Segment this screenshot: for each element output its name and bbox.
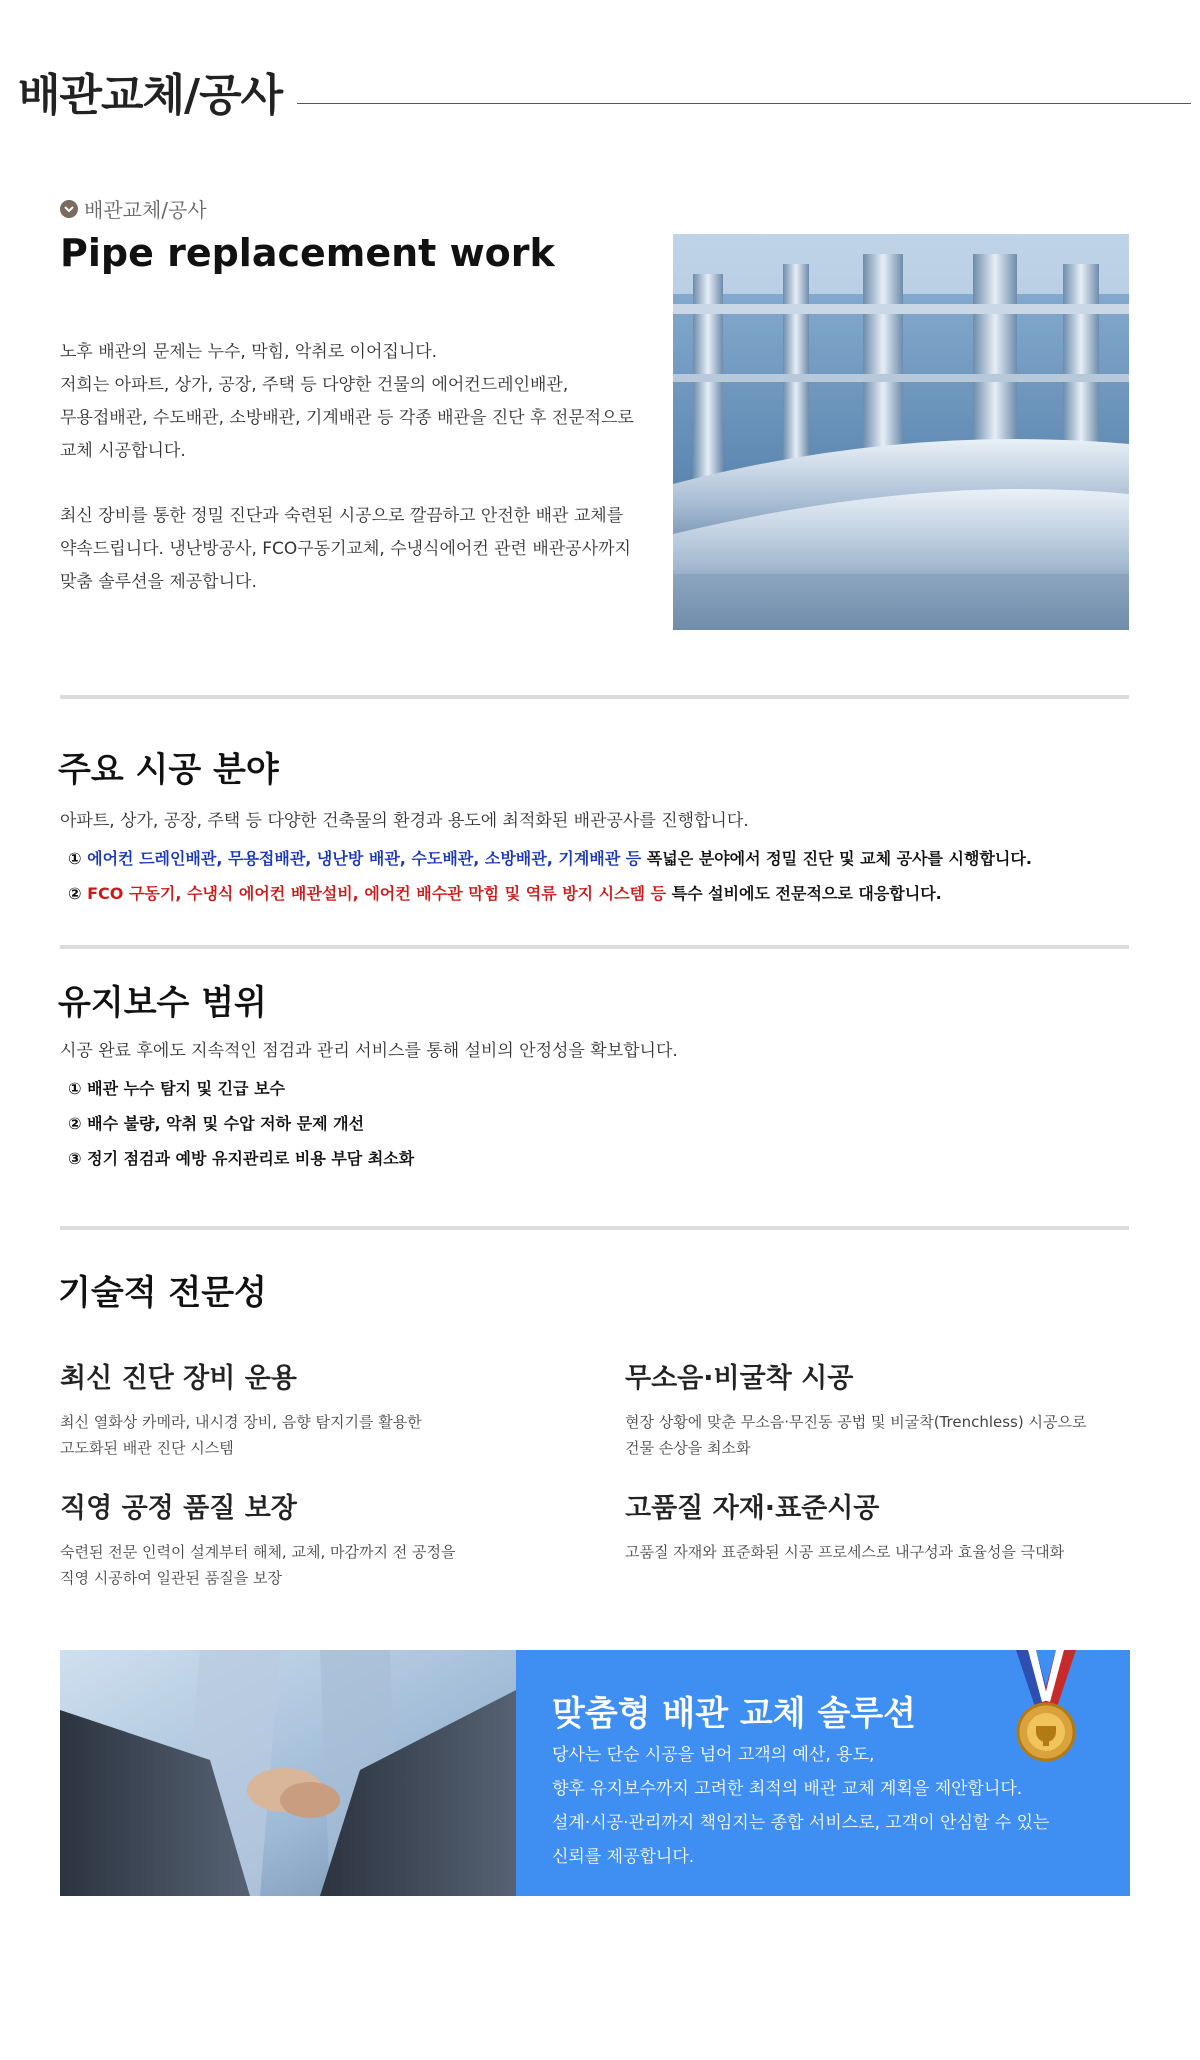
text-line: 무용접배관, 수도배관, 소방배관, 기계배관 등 각종 배관을 진단 후 전문적으로	[60, 408, 634, 428]
text-line: 신뢰를 제공합니다.	[552, 1847, 695, 1867]
expertise-title: 기술적 전문성	[58, 1273, 267, 1313]
maintenance-item-3: ③ 정기 점검과 예방 유지관리로 비용 부담 최소화	[68, 1149, 415, 1168]
main-field-item-2	[68, 881, 942, 904]
item-highlight: FCO 구동기, 수냉식 에어컨 배관설비, 에어컨 배수관 막힘 및 역류 방지 시스템 등	[87, 884, 667, 903]
text-line: 건물 손상을 최소화	[625, 1439, 751, 1457]
item-text: 폭넓은 분야에서 정밀 진단 및 교체 공사를 시행합니다.	[641, 849, 1032, 868]
section-divider	[60, 1226, 1129, 1230]
intro-paragraph-1	[60, 336, 680, 468]
text-line: 저희는 아파트, 상가, 공장, 주택 등 다양한 건물의 에어컨드레인배관,	[60, 375, 569, 395]
text-line: 맞춤 솔루션을 제공합니다.	[60, 572, 257, 592]
item-text: 특수 설비에도 전문적으로 대응합니다.	[666, 884, 942, 903]
feature-quality-materials	[625, 1486, 1125, 1565]
main-field-item-1	[68, 846, 1032, 869]
text-line: 고도화된 배관 진단 시스템	[60, 1439, 234, 1457]
text-line: 당사는 단순 시공을 넘어 고객의 예산, 용도,	[552, 1745, 875, 1765]
item-number: ①	[68, 849, 82, 868]
chevron-down-circle-icon	[60, 200, 78, 218]
title-divider	[297, 103, 1191, 104]
main-fields-description: 아파트, 상가, 공장, 주택 등 다양한 건축물의 환경과 용도에 최적화된 배관공사를 진행합니다.	[60, 811, 749, 831]
text-line: 향후 유지보수까지 고려한 최적의 배관 교체 계획을 제안합니다.	[552, 1779, 1023, 1799]
feature-title: 고품질 자재·표준시공	[625, 1493, 880, 1524]
medal-icon	[996, 1650, 1096, 1770]
feature-title: 무소음·비굴착 시공	[625, 1363, 854, 1394]
item-number: ②	[68, 884, 82, 903]
text-line: 설계·시공·관리까지 책임지는 종합 서비스로, 고객이 안심할 수 있는	[552, 1813, 1050, 1833]
text-line: 최신 장비를 통한 정밀 진단과 숙련된 시공으로 깔끔하고 안전한 배관 교체를	[60, 506, 624, 526]
banner-title: 맞춤형 배관 교체 솔루션	[552, 1694, 916, 1734]
maintenance-title: 유지보수 범위	[58, 983, 267, 1023]
feature-description	[60, 1539, 580, 1591]
text-line: 약속드립니다. 냉난방공사, FCO구동기교체, 수냉식에어컨 관련 배관공사까지	[60, 539, 631, 559]
section-kicker	[60, 194, 207, 223]
section-divider	[60, 945, 1129, 949]
text-line: 고품질 자재와 표준화된 시공 프로세스로 내구성과 효율성을 극대화	[625, 1543, 1065, 1561]
text-line: 현장 상황에 맞춘 무소음·무진동 공법 및 비굴착(Trenchless) 시공으로	[625, 1413, 1087, 1431]
maintenance-item-1: ① 배관 누수 탐지 및 긴급 보수	[68, 1079, 285, 1098]
text-line: 교체 시공합니다.	[60, 441, 186, 461]
feature-diagnostic-equipment	[60, 1356, 580, 1461]
maintenance-item-2: ② 배수 불량, 악취 및 수압 저하 문제 개선	[68, 1114, 365, 1133]
main-fields-title: 주요 시공 분야	[58, 750, 279, 790]
page-title: 배관교체/공사	[18, 70, 283, 121]
kicker-label: 배관교체/공사	[84, 198, 207, 222]
feature-description	[625, 1539, 1125, 1565]
intro-heading: Pipe replacement work	[60, 231, 555, 275]
text-line: 최신 열화상 카메라, 내시경 장비, 음향 탐지기를 활용한	[60, 1413, 422, 1431]
feature-title: 최신 진단 장비 운용	[60, 1363, 297, 1394]
feature-trenchless	[625, 1356, 1125, 1461]
pipe-facility-photo	[673, 234, 1129, 630]
maintenance-description: 시공 완료 후에도 지속적인 점검과 관리 서비스를 통해 설비의 안정성을 확보합니다.	[60, 1041, 678, 1061]
section-divider	[60, 695, 1129, 699]
feature-direct-management	[60, 1486, 580, 1591]
intro-paragraph-2	[60, 500, 680, 599]
item-highlight: 에어컨 드레인배관, 무용접배관, 냉난방 배관, 수도배관, 소방배관, 기계배관 등	[87, 849, 642, 868]
feature-description	[625, 1409, 1125, 1461]
text-line: 숙련된 전문 인력이 설계부터 해체, 교체, 마감까지 전 공정을	[60, 1543, 456, 1561]
feature-description	[60, 1409, 580, 1461]
text-line: 노후 배관의 문제는 누수, 막힘, 악취로 이어집니다.	[60, 342, 438, 362]
feature-title: 직영 공정 품질 보장	[60, 1493, 297, 1524]
handshake-photo	[60, 1650, 516, 1896]
text-line: 직영 시공하여 일관된 품질을 보장	[60, 1569, 282, 1587]
